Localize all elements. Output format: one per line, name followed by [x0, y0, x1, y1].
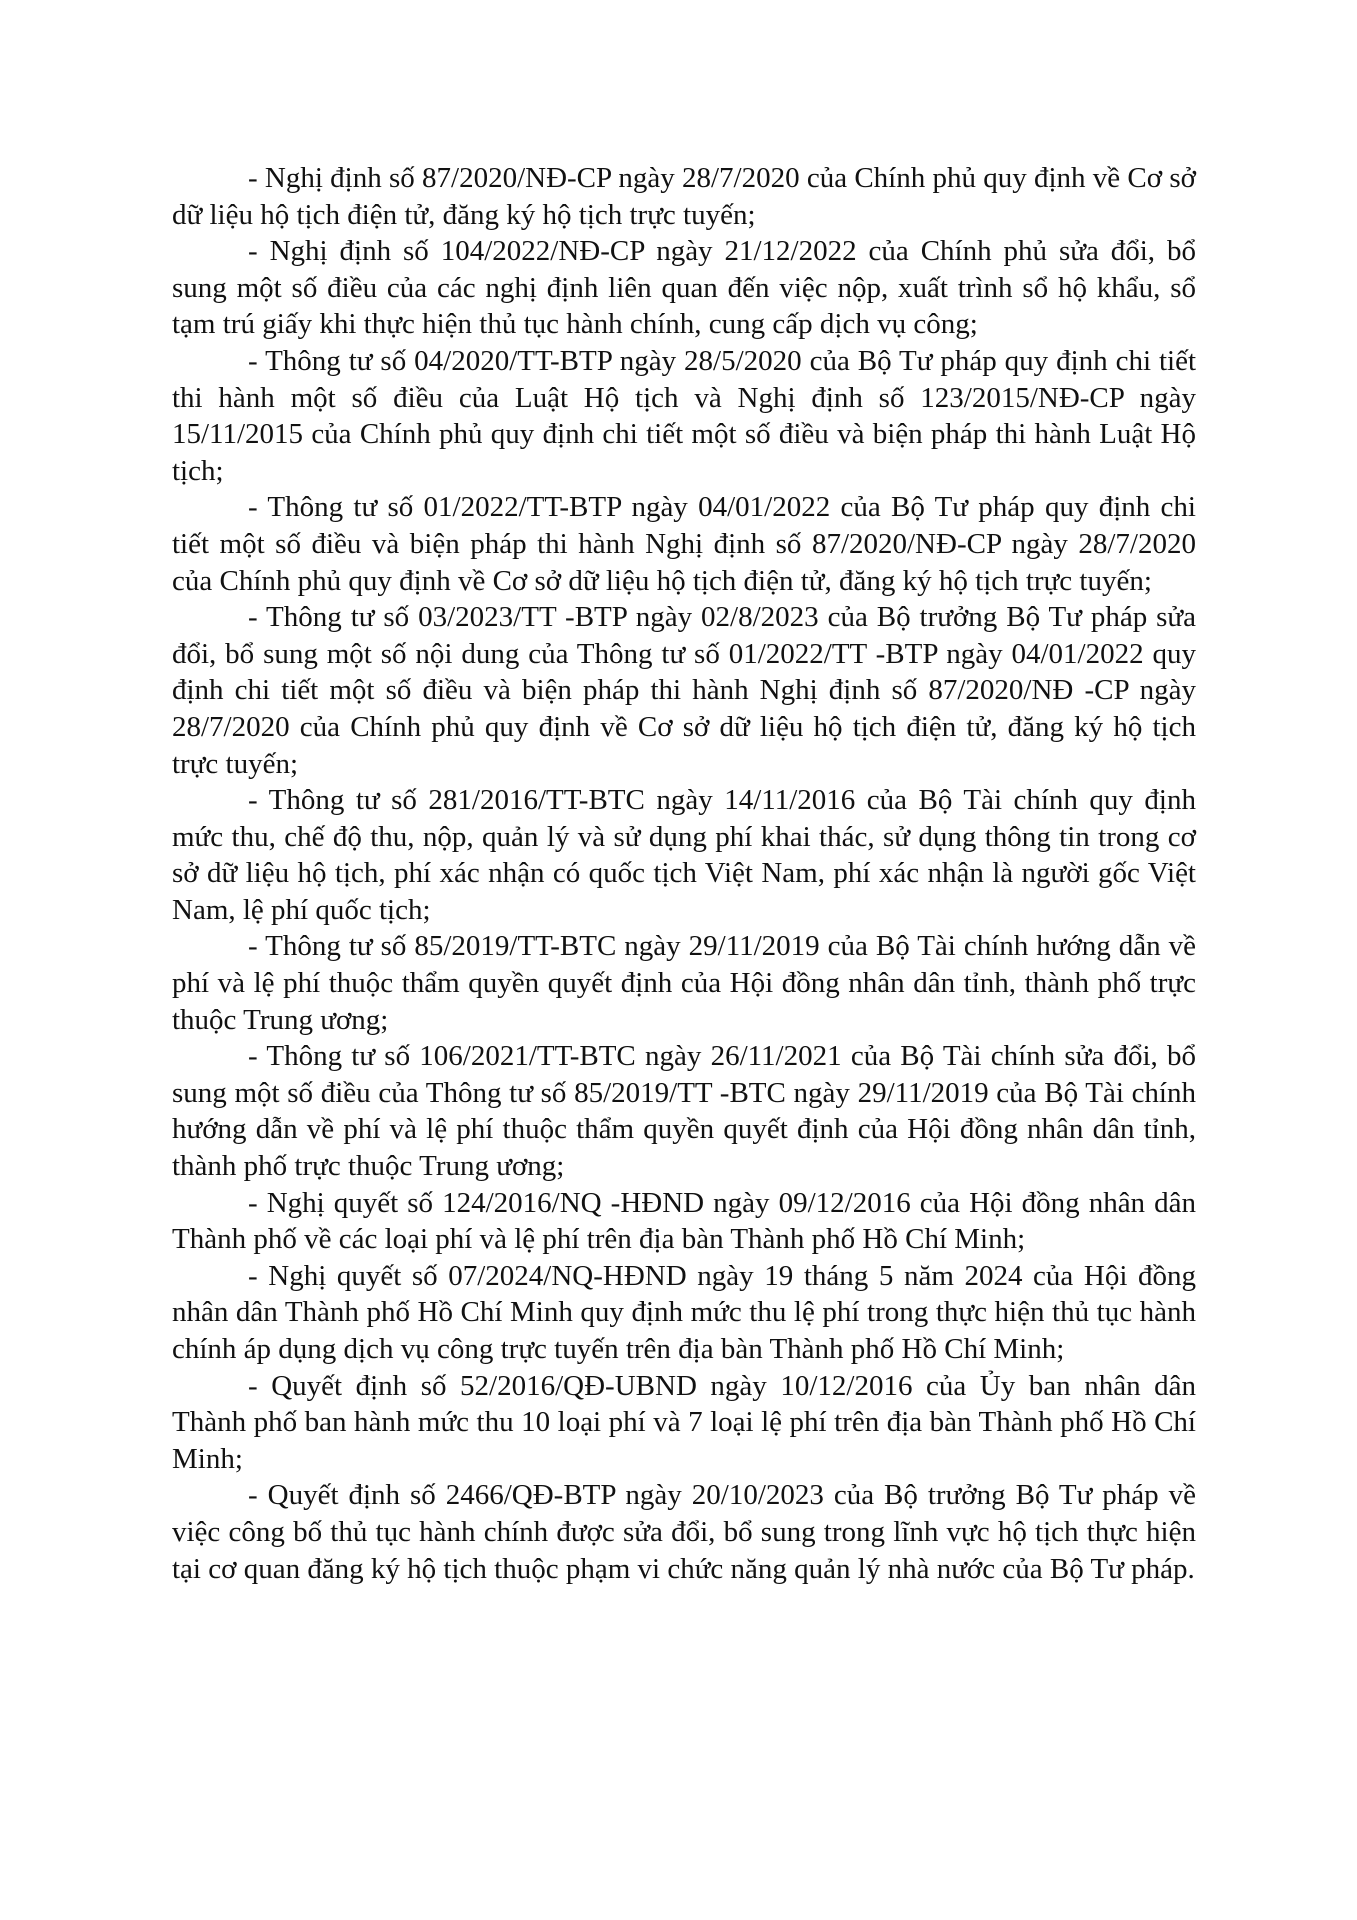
paragraph-resolution-07-2024: - Nghị quyết số 07/2024/NQ-HĐND ngày 19 tháng 5 năm 2024 của Hội đồng nhân dân Thành phố Hồ Chí Minh quy định mức thu lệ phí trong thực hiện thủ tục hành chính áp dụng dịch vụ công trực tuyến trên địa bàn Thành phố Hồ Chí Minh; — [172, 1259, 1196, 1365]
paragraph-circular-106-2021: - Thông tư số 106/2021/TT-BTC ngày 26/11/2021 của Bộ Tài chính sửa đổi, bổ sung một số điều của Thông tư số 85/2019/TT -BTC ngày 29/11/2019 của Bộ Tài chính hướng dẫn về phí và lệ phí thuộc thẩm quyền quyết định của Hội đồng nhân dân tỉnh, thành phố trực thuộc Trung ương; — [172, 1040, 1196, 1183]
paragraph-resolution-124-2016: - Nghị quyết số 124/2016/NQ -HĐND ngày 09/12/2016 của Hội đồng nhân dân Thành phố về các loại phí và lệ phí trên địa bàn Thành phố Hồ Chí Minh; — [172, 1186, 1196, 1256]
document-page — [172, 160, 1196, 1587]
paragraph-decision-52-2016: - Quyết định số 52/2016/QĐ-UBND ngày 10/12/2016 của Ủy ban nhân dân Thành phố ban hành mức thu 10 loại phí và 7 loại lệ phí trên địa bàn Thành phố Hồ Chí Minh; — [172, 1369, 1196, 1475]
paragraph-decision-2466-2023: - Quyết định số 2466/QĐ-BTP ngày 20/10/2023 của Bộ trưởng Bộ Tư pháp về việc công bố thủ tục hành chính được sửa đổi, bổ sung trong lĩnh vực hộ tịch thực hiện tại cơ quan đăng ký hộ tịch thuộc phạm vi chức năng quản lý nhà nước của Bộ Tư pháp. — [172, 1479, 1196, 1585]
paragraph-circular-03-2023: - Thông tư số 03/2023/TT -BTP ngày 02/8/2023 của Bộ trưởng Bộ Tư pháp sửa đổi, bổ sung một số nội dung của Thông tư số 01/2022/TT -BTP ngày 04/01/2022 quy định chi tiết một số điều và biện pháp thi hành Nghị định số 87/2020/NĐ -CP ngày 28/7/2020 của Chính phủ quy định về Cơ sở dữ liệu hộ tịch điện tử, đăng ký hộ tịch trực tuyến; — [172, 601, 1196, 780]
paragraph-circular-01-2022: - Thông tư số 01/2022/TT-BTP ngày 04/01/2022 của Bộ Tư pháp quy định chi tiết một số điều và biện pháp thi hành Nghị định số 87/2020/NĐ-CP ngày 28/7/2020 của Chính phủ quy định về Cơ sở dữ liệu hộ tịch điện tử, đăng ký hộ tịch trực tuyến; — [172, 491, 1196, 597]
paragraph-decree-104-2022: - Nghị định số 104/2022/NĐ-CP ngày 21/12/2022 của Chính phủ sửa đổi, bổ sung một số điều của các nghị định liên quan đến việc nộp, xuất trình sổ hộ khẩu, sổ tạm trú giấy khi thực hiện thủ tục hành chính, cung cấp dịch vụ công; — [172, 235, 1196, 341]
paragraph-circular-04-2020: - Thông tư số 04/2020/TT-BTP ngày 28/5/2020 của Bộ Tư pháp quy định chi tiết thi hành một số điều của Luật Hộ tịch và Nghị định số 123/2015/NĐ-CP ngày 15/11/2015 của Chính phủ quy định chi tiết một số điều và biện pháp thi hành Luật Hộ tịch; — [172, 344, 1196, 487]
paragraph-decree-87-2020: - Nghị định số 87/2020/NĐ-CP ngày 28/7/2020 của Chính phủ quy định về Cơ sở dữ liệu hộ tịch điện tử, đăng ký hộ tịch trực tuyến; — [172, 162, 1196, 231]
paragraph-circular-85-2019: - Thông tư số 85/2019/TT-BTC ngày 29/11/2019 của Bộ Tài chính hướng dẫn về phí và lệ phí thuộc thẩm quyền quyết định của Hội đồng nhân dân tỉnh, thành phố trực thuộc Trung ương; — [172, 930, 1196, 1036]
paragraph-circular-281-2016: - Thông tư số 281/2016/TT-BTC ngày 14/11/2016 của Bộ Tài chính quy định mức thu, chế độ thu, nộp, quản lý và sử dụng phí khai thác, sử dụng thông tin trong cơ sở dữ liệu hộ tịch, phí xác nhận có quốc tịch Việt Nam, phí xác nhận là người gốc Việt Nam, lệ phí quốc tịch; — [172, 784, 1196, 926]
